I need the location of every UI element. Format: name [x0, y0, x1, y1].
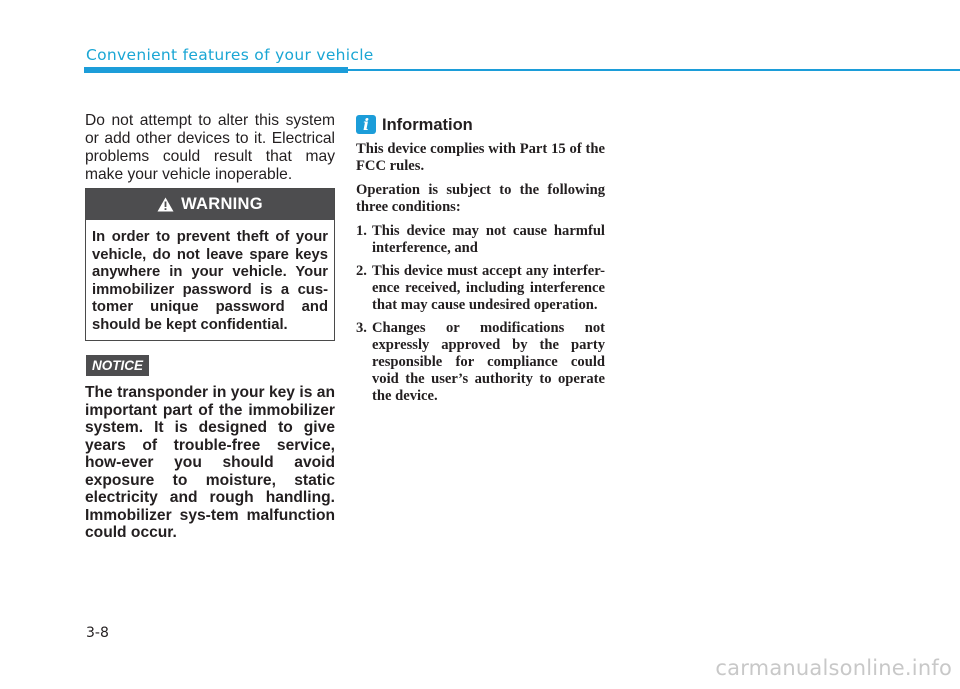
notice-badge: NOTICE	[86, 355, 149, 376]
notice-text: The transponder in your key is an important part of the immobilizer system. It is designed to give years of trouble-free service, how-ever you should avoid exposure to moisture, static electricity and rough handling. Immobilizer sys-tem malfunction could occur.	[85, 384, 335, 541]
warning-label: WARNING	[181, 195, 263, 213]
conditions-list	[356, 223, 605, 405]
info-icon: i	[356, 115, 376, 134]
info-content	[356, 141, 605, 411]
list-item-number: 2.	[356, 263, 367, 279]
watermark: carmanualsonline.info	[715, 656, 952, 680]
page-number: 3-8	[86, 625, 109, 641]
list-item-number: 3.	[356, 320, 367, 336]
header-rule-thin	[348, 69, 960, 71]
info-paragraph-2: Operation is subject to the following three conditions:	[356, 182, 605, 215]
section-title: Convenient features of your vehicle	[86, 46, 374, 64]
warning-text: In order to prevent theft of your vehicle, do not leave spare keys anywhere in your vehicle. Your immobilizer password is a cus-tomer unique password and should be kept confidential.	[92, 229, 328, 333]
intro-paragraph: Do not attempt to alter this system or add other devices to it. Electrical problems could result that may make your vehicle inoperable.	[85, 112, 335, 183]
list-item-number: 1.	[356, 223, 367, 239]
list-item	[356, 223, 605, 257]
warning-triangle-icon	[157, 197, 174, 212]
warning-header	[86, 189, 334, 220]
warning-box	[85, 188, 335, 341]
info-paragraph-1: This device complies with Part 15 of the FCC rules.	[356, 141, 605, 174]
list-item	[356, 263, 605, 314]
list-item-text: Changes or modifications not expressly approved by the party responsible for compliance could void the user’s authority to operate the device.	[372, 320, 605, 404]
list-item-text: This device must accept any interfer-ence received, including interference that may cause undesired operation.	[372, 263, 605, 313]
info-title: Information	[382, 116, 473, 134]
list-item	[356, 320, 605, 405]
header-rule-thick	[84, 67, 348, 73]
list-item-text: This device may not cause harmful interference, and	[372, 223, 605, 256]
